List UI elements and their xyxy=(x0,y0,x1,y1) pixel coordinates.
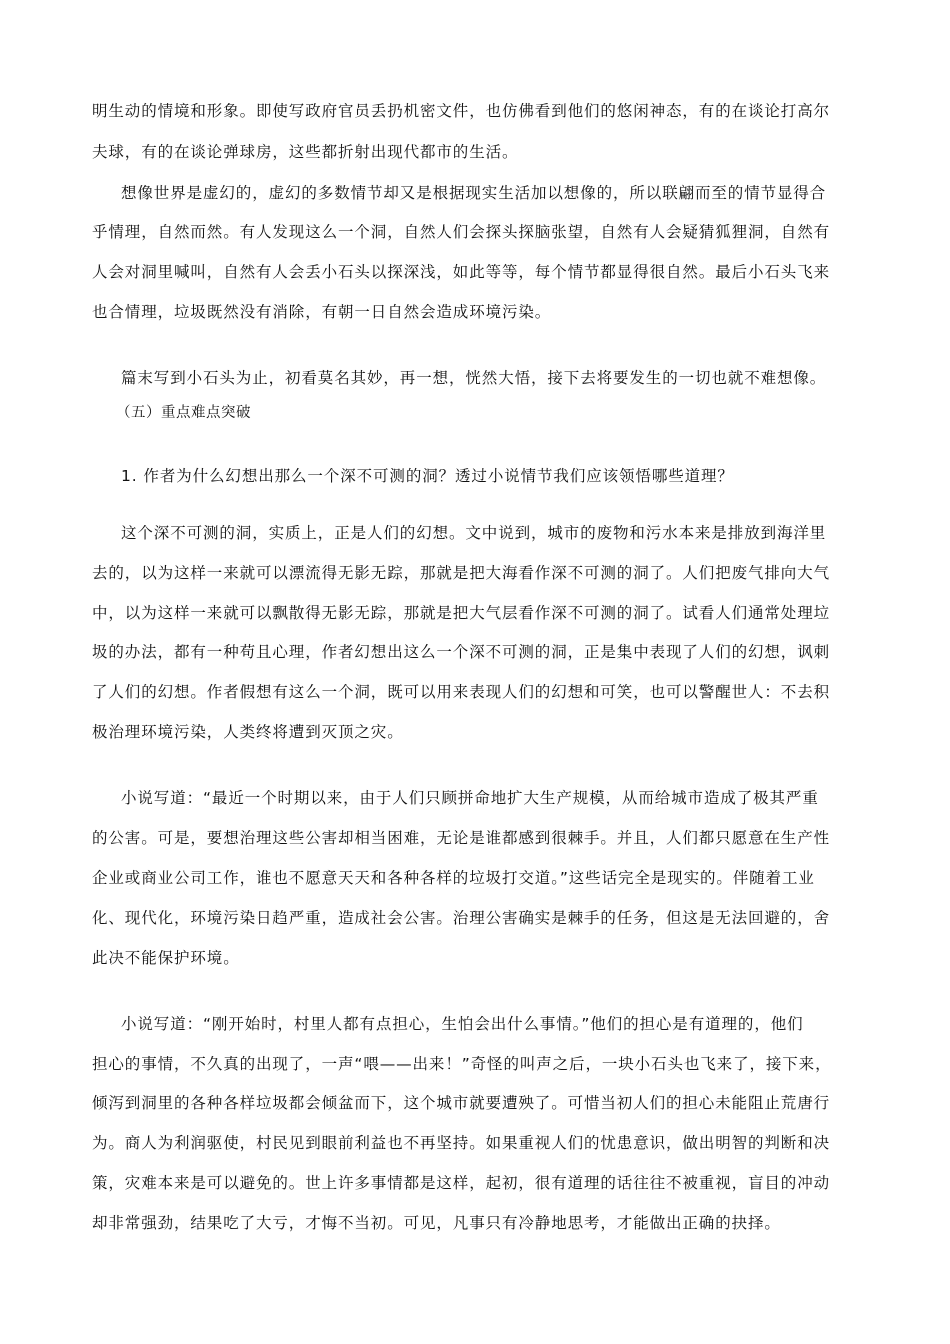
text-line: 了人们的幻想。作者假想有这么一个洞，既可以用来表现人们的幻想和可笑，也可以警醒世人：不去积 xyxy=(92,683,831,701)
text-line: 担心的事情，不久真的出现了，一声“喂——出来！”奇怪的叫声之后，一块小石头也飞来了，接下来， xyxy=(92,1055,832,1073)
text-line: 的公害。可是，要想治理这些公害却相当困难，无论是谁都感到很棘手。并且，人们都只愿意在生产性 xyxy=(92,829,831,847)
text-line: 化、现代化，环境污染日趋严重，造成社会公害。治理公害确实是棘手的任务，但这是无法回避的，舍 xyxy=(92,909,831,927)
text-line: 人会对洞里喊叫，自然有人会丢小石头以探深浅，如此等等，每个情节都显得很自然。最后小石头飞来 xyxy=(92,263,831,281)
text-line: 去的，以为这样一来就可以漂流得无影无踪，那就是把大海看作深不可测的洞了。人们把废气排向大气 xyxy=(92,564,831,582)
text-line: 小说写道：“最近一个时期以来，由于人们只顾拼命地扩大生产规模，从而给城市造成了极其严重 xyxy=(121,789,819,807)
text-line: 夫球，有的在谈论弹球房，这些都折射出现代都市的生活。 xyxy=(92,143,519,161)
text-line: 想像世界是虚幻的，虚幻的多数情节却又是根据现实生活加以想像的，所以联翩而至的情节显得合 xyxy=(121,184,827,202)
text-line: 倾泻到洞里的各种各样垃圾都会倾盆而下，这个城市就要遭殃了。可惜当初人们的担心未能阻止荒唐行 xyxy=(92,1094,831,1112)
text-line: 此决不能保护环境。 xyxy=(92,949,240,967)
text-line: 圾的办法，都有一种苟且心理，作者幻想出这么一个深不可测的洞，正是集中表现了人们的幻想，讽刺 xyxy=(92,643,831,661)
section-heading: （五）重点难点突破 xyxy=(116,405,251,421)
text-line: 乎情理，自然而然。有人发现这么一个洞，自然人们会探头探脑张望，自然有人会疑猜狐狸洞，自然有 xyxy=(92,223,831,241)
text-line: 篇末写到小石头为止，初看莫名其妙，再一想，恍然大悟，接下去将要发生的一切也就不难想像。 xyxy=(121,369,827,387)
question-text: 1. 作者为什么幻想出那么一个深不可测的洞？透过小说情节我们应该领悟哪些道理？ xyxy=(121,467,734,485)
text-line: 明生动的情境和形象。即使写政府官员丢扔机密文件，也仿佛看到他们的悠闲神态，有的在谈论打高尔 xyxy=(92,102,831,120)
text-line: 小说写道：“刚开始时，村里人都有点担心，生怕会出什么事情。”他们的担心是有道理的，他们 xyxy=(121,1015,804,1033)
text-line: 却非常强劲，结果吃了大亏，才悔不当初。可见，凡事只有冷静地思考，才能做出正确的抉择。 xyxy=(92,1214,781,1232)
text-line: 中，以为这样一来就可以飘散得无影无踪，那就是把大气层看作深不可测的洞了。试看人们通常处理垃 xyxy=(92,604,831,622)
text-line: 这个深不可测的洞，实质上，正是人们的幻想。文中说到，城市的废物和污水本来是排放到海洋里 xyxy=(121,524,827,542)
text-line: 策，灾难本来是可以避免的。世上许多事情都是这样，起初，很有道理的话往往不被重视，盲目的冲动 xyxy=(92,1174,831,1192)
text-line: 为。商人为利润驱使，村民见到眼前利益也不再坚持。如果重视人们的忧患意识，做出明智的判断和决 xyxy=(92,1134,831,1152)
text-line: 极治理环境污染，人类终将遭到灭顶之灾。 xyxy=(92,723,404,741)
text-line: 也合情理，垃圾既然没有消除，有朝一日自然会造成环境污染。 xyxy=(92,303,552,321)
text-line: 企业或商业公司工作，谁也不愿意天天和各种各样的垃圾打交道。”这些话完全是现实的。伴随着工业 xyxy=(92,869,815,887)
